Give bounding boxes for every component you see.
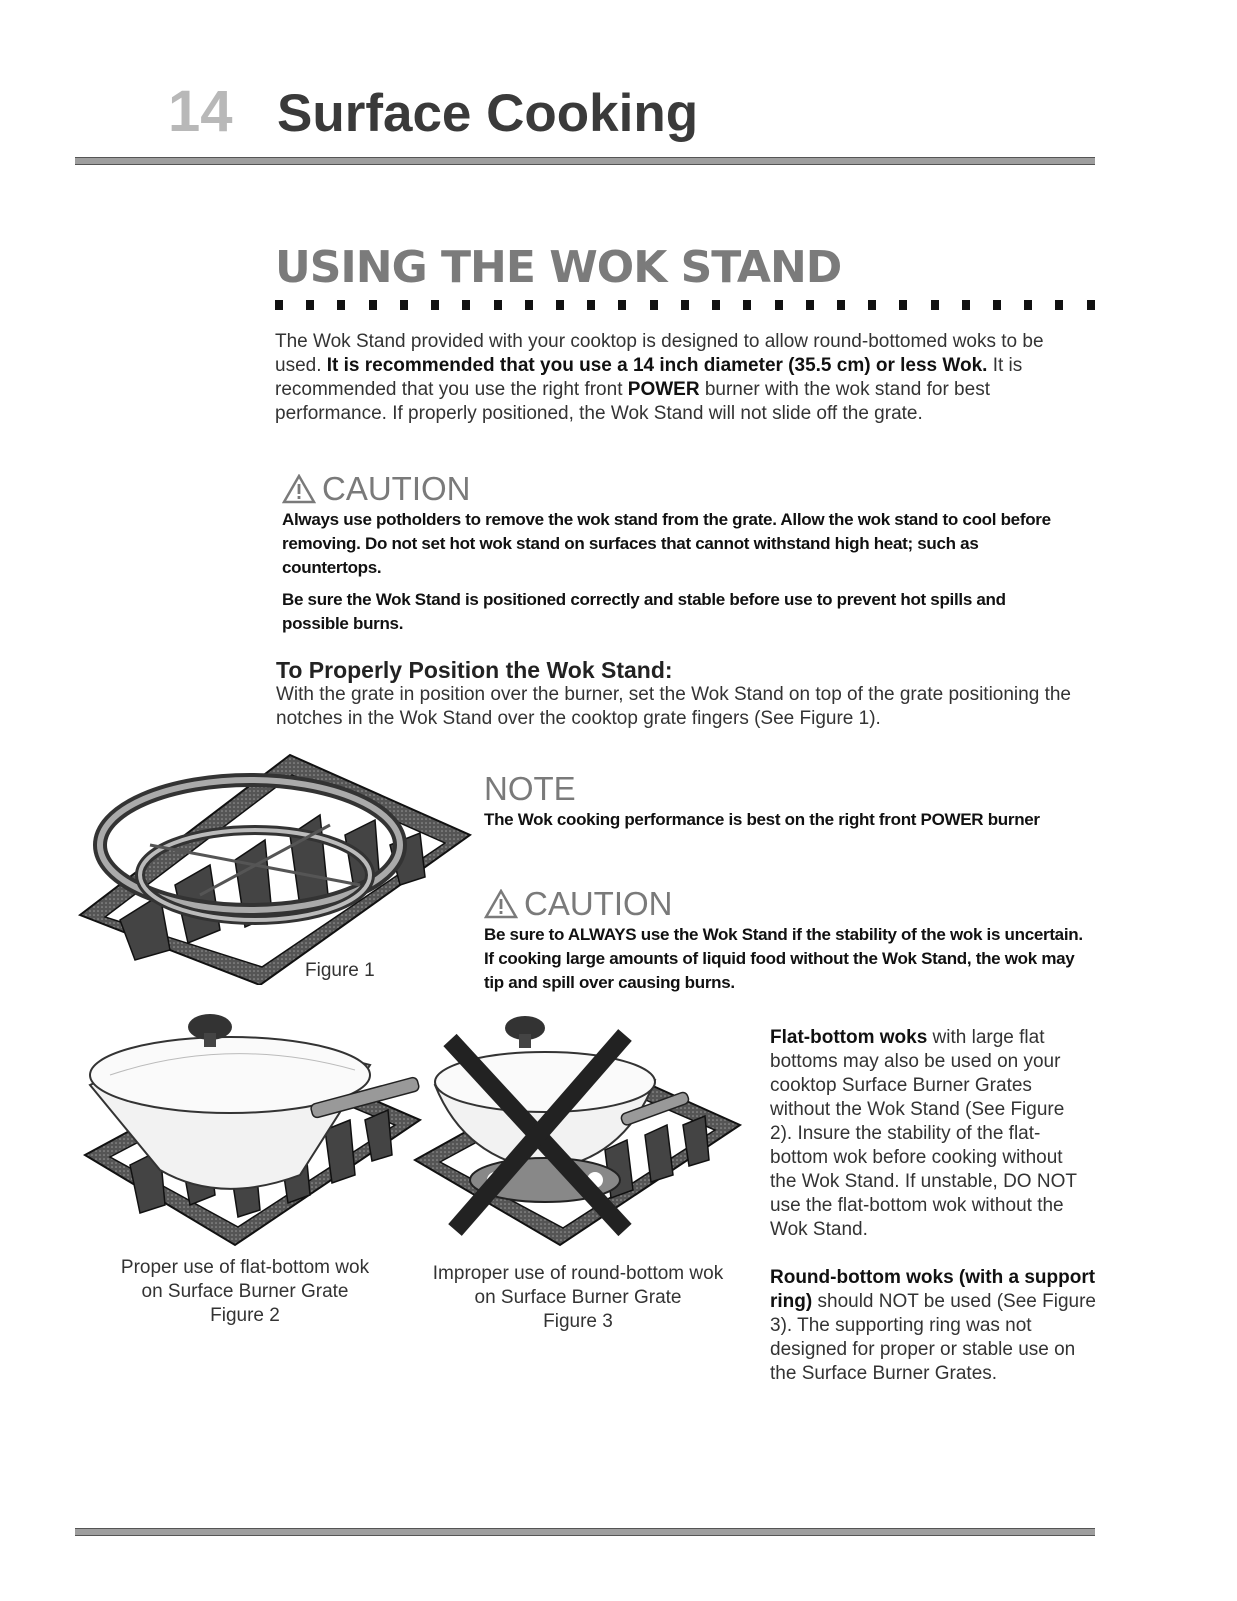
caution-1-text-2: Be sure the Wok Stand is positioned correctly and stable before use to prevent hot spills and possible burns. — [282, 590, 1006, 633]
page-number: 14 — [168, 79, 233, 144]
flat-bottom-text: with large flat bottoms may also be used on your cooktop Surface Burner Grates without the Wok Stand (See Figure 2). Insure the stability of the flat-bottom wok before cooking without the Wok Stand. If unstable, DO NOT use the flat-bottom wok without the Wok Stand. — [770, 1027, 1077, 1240]
figure-2-flat-bottom-wok-illustration — [70, 1005, 430, 1250]
figure-2-caption-line-3: Figure 2 — [210, 1305, 280, 1326]
note-text: The Wok cooking performance is best on the right front POWER burner — [484, 810, 1040, 829]
intro-text-b: It is recommended that you use the right front — [275, 355, 1023, 400]
flat-bottom-woks-paragraph — [770, 1026, 1090, 1242]
figure-2-caption-line-2: on Surface Burner Grate — [141, 1281, 349, 1302]
figure-2-caption-line-1: Proper use of flat-bottom wok — [120, 1257, 370, 1278]
caution-1-text-1: Always use potholders to remove the wok stand from the grate. Allow the wok stand to cool before removing. Do not set hot wok stand on surfaces that cannot withstand high heat; such as countertops. — [282, 510, 1051, 577]
caution-label-1: CAUTION — [322, 470, 471, 507]
howto-heading: To Properly Position the Wok Stand: — [276, 657, 673, 683]
round-bottom-text: should NOT be used (See Figure 3). The supporting ring was not designed for proper or stable use on the Surface Burner Grates. — [770, 1291, 1096, 1384]
warning-triangle-icon — [282, 474, 316, 504]
warning-triangle-icon — [484, 889, 518, 919]
intro-bold-b: POWER — [627, 379, 700, 400]
round-bottom-woks-paragraph — [770, 1266, 1100, 1386]
figure-3-caption-line-3: Figure 3 — [543, 1311, 613, 1332]
section-title: USING THE WOK STAND — [275, 242, 842, 293]
figure-2-caption — [100, 1256, 390, 1328]
dotted-divider — [275, 300, 1095, 312]
figure-3-caption — [418, 1262, 738, 1334]
note-heading: NOTE — [484, 770, 576, 807]
header-rule — [75, 157, 1095, 165]
howto-text: With the grate in position over the burner, set the Wok Stand on top of the grate positioning the notches in the Wok Stand over the cooktop grate fingers (See Figure 1). — [276, 684, 1071, 729]
figure-3-round-bottom-wok-illustration — [395, 1010, 750, 1255]
flat-bottom-bold: Flat-bottom woks — [770, 1027, 928, 1048]
figure-1-caption: Figure 1 — [305, 960, 375, 981]
intro-text-a: The Wok Stand provided with your cooktop is designed to allow round-bottomed woks to be used. — [275, 331, 1044, 376]
caution-2-text: Be sure to ALWAYS use the Wok Stand if the stability of the wok is uncertain. If cooking large amounts of liquid food without the Wok Stand, the wok may tip and spill over causing burns. — [484, 925, 1083, 992]
caution-label-2: CAUTION — [524, 885, 673, 922]
figure-3-caption-line-1: Improper use of round-bottom wok — [432, 1263, 724, 1284]
page-title: Surface Cooking — [276, 84, 699, 143]
round-bottom-bold: Round-bottom woks (with a support ring) — [770, 1267, 1096, 1312]
caution-heading-1 — [282, 470, 471, 508]
intro-bold-a: It is recommended that you use a 14 inch diameter (35.5 cm) or less Wok. — [326, 355, 988, 376]
caution-heading-2 — [484, 885, 673, 923]
figure-3-caption-line-2: on Surface Burner Grate — [474, 1287, 682, 1308]
intro-text-c: burner with the wok stand for best performance. If properly positioned, the Wok Stand will not slide off the grate. — [275, 379, 990, 424]
intro-paragraph — [275, 330, 1085, 426]
page-header — [168, 78, 698, 145]
figure-1-wok-stand-illustration — [60, 745, 480, 985]
footer-rule — [75, 1528, 1095, 1536]
